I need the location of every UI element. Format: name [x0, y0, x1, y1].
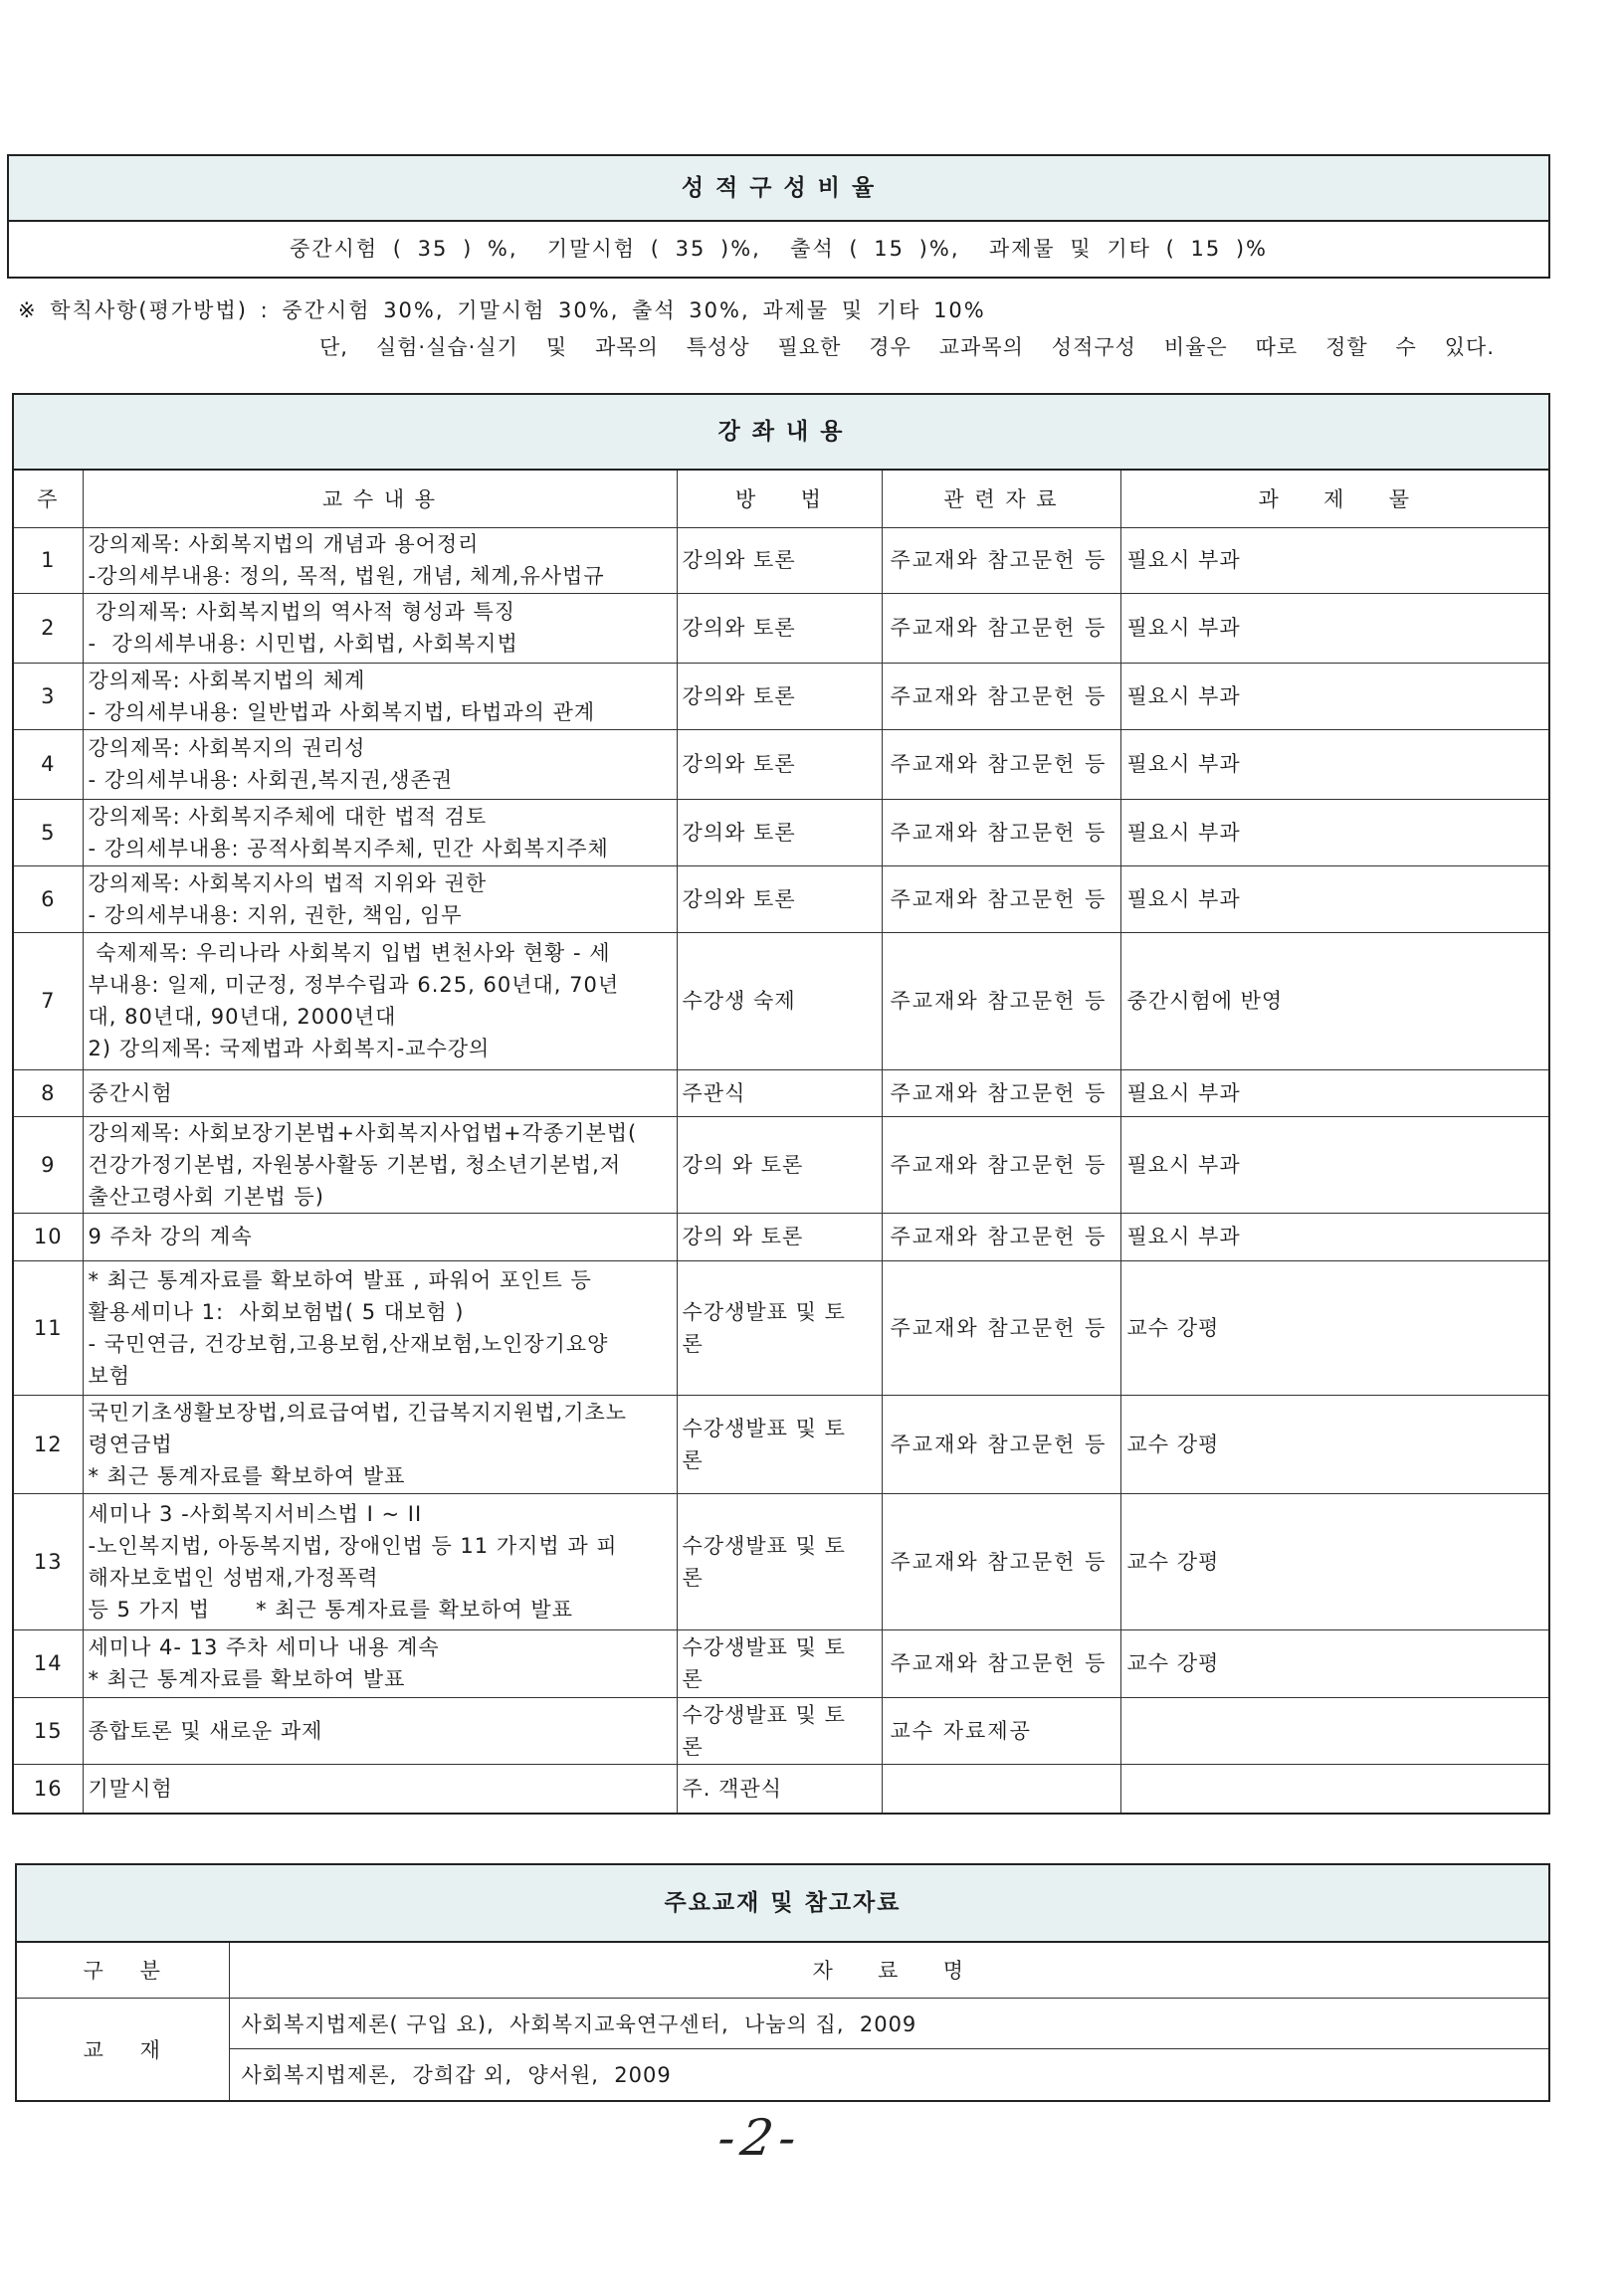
method-line: 강의와 토론: [682, 886, 796, 911]
materials-cell: [882, 663, 1120, 729]
week-text: 6: [41, 886, 56, 911]
content-line: 기말시험: [88, 1776, 173, 1801]
week-text: 10: [33, 1225, 63, 1248]
week-text: 12: [33, 1432, 63, 1456]
content-line: 9 주차 강의 계속: [88, 1225, 253, 1248]
method-cell: [677, 1629, 882, 1697]
content-line: - 국민연금, 건강보험,고용보험,산재보험,노인장기요양: [88, 1331, 609, 1356]
assignment-text: 필요시 부과: [1126, 1152, 1241, 1177]
content-line: 강의제목: 사회복지법의 역사적 형성과 특징: [88, 600, 516, 624]
week-text: 3: [41, 683, 56, 708]
lecture-content-section: [12, 393, 1550, 1815]
lecture-content-cell: [83, 1697, 677, 1764]
material-name-header: 자 료 명: [229, 1943, 1548, 1998]
content-line: * 최근 통계자료를 확보하여 발표: [88, 1463, 406, 1488]
lecture-row: [14, 1697, 1548, 1764]
week-number: [14, 1493, 83, 1629]
week-text: 1: [41, 548, 56, 572]
method-cell: [677, 799, 882, 865]
method-cell: [677, 1260, 882, 1395]
lecture-content-cell: [83, 1395, 677, 1493]
lecture-content-cell: [83, 1116, 677, 1213]
materials-text: 주교재와 참고문헌 등: [890, 548, 1108, 572]
lecture-content-cell: [83, 1764, 677, 1813]
assignment-text: 필요시 부과: [1126, 752, 1241, 776]
week-number: [14, 1395, 83, 1493]
lecture-content-cell: [83, 663, 677, 729]
week-number: [14, 799, 83, 865]
materials-text: 주교재와 참고문헌 등: [890, 1152, 1108, 1177]
content-line: 출산고령사회 기본법 등): [88, 1184, 324, 1209]
week-number: [14, 932, 83, 1069]
week-number: [14, 1697, 83, 1764]
week-text: 8: [41, 1080, 56, 1105]
textbooks-title: 주요교재 및 참고자료: [17, 1865, 1548, 1943]
assignment-cell: [1120, 729, 1548, 799]
lecture-row: [14, 1069, 1548, 1116]
materials-cell: [882, 527, 1120, 593]
week-header: 주: [14, 471, 83, 527]
content-line: 령연금법: [88, 1432, 173, 1456]
week-number: [14, 1260, 83, 1395]
content-line: * 최근 통계자료를 확보하여 발표: [88, 1667, 406, 1691]
textbooks-section: [15, 1863, 1550, 2102]
assignment-cell: [1120, 663, 1548, 729]
lecture-content-cell: [83, 799, 677, 865]
lecture-row: [14, 1629, 1548, 1697]
method-line: 주관식: [682, 1080, 746, 1105]
assignment-cell: [1120, 527, 1548, 593]
method-line: 수강생발표 및 토: [682, 1299, 846, 1324]
week-text: 11: [33, 1315, 63, 1340]
content-line: 국민기초생활보장법,의료급여법, 긴급복지지원법,기초노: [88, 1400, 628, 1425]
content-line: 해자보호법인 성범재,가정폭력: [88, 1565, 379, 1590]
materials-cell: [882, 1697, 1120, 1764]
assignment-text: 필요시 부과: [1126, 886, 1241, 911]
week-number: [14, 663, 83, 729]
materials-text: 주교재와 참고문헌 등: [890, 886, 1108, 911]
week-number: [14, 593, 83, 663]
week-text: 14: [33, 1651, 63, 1675]
materials-text: 주교재와 참고문헌 등: [890, 1225, 1108, 1248]
assignment-header: 과 제 물: [1120, 471, 1548, 527]
method-cell: [677, 1116, 882, 1213]
textbooks-header-row: [17, 1943, 1548, 1998]
assignment-text: 필요시 부과: [1126, 1225, 1241, 1248]
method-line: 론: [682, 1565, 704, 1590]
content-line: - 강의세부내용: 공적사회복지주체, 민간 사회복지주체: [88, 836, 609, 861]
textbook-item: 사회복지법제론( 구입 요), 사회복지교육연구센터, 나눔의 집, 2009: [229, 1998, 1548, 2048]
week-text: 2: [41, 616, 56, 640]
materials-cell: [882, 799, 1120, 865]
method-line: 수강생 숙제: [682, 989, 796, 1013]
week-text: 5: [41, 820, 56, 845]
materials-text: 주교재와 참고문헌 등: [890, 1315, 1108, 1340]
content-line: * 최근 통계자료를 확보하여 발표 , 파워어 포인트 등: [88, 1267, 592, 1292]
materials-cell: [882, 1116, 1120, 1213]
materials-text: 주교재와 참고문헌 등: [890, 752, 1108, 776]
lecture-table: [14, 471, 1548, 1813]
category-header: 구 분: [17, 1943, 229, 1998]
method-line: 강의와 토론: [682, 548, 796, 572]
lecture-content-cell: [83, 865, 677, 932]
method-cell: [677, 729, 882, 799]
lecture-row: [14, 1493, 1548, 1629]
materials-text: 주교재와 참고문헌 등: [890, 1432, 1108, 1456]
assignment-cell: [1120, 932, 1548, 1069]
lecture-content-cell: [83, 593, 677, 663]
method-cell: [677, 1697, 882, 1764]
materials-cell: [882, 1213, 1120, 1260]
week-number: [14, 1116, 83, 1213]
materials-cell: [882, 1764, 1120, 1813]
content-line: - 강의세부내용: 시민법, 사회법, 사회복지법: [88, 632, 518, 656]
assignment-text: 필요시 부과: [1126, 548, 1241, 572]
lecture-content-cell: [83, 932, 677, 1069]
assignment-cell: [1120, 865, 1548, 932]
method-cell: [677, 1213, 882, 1260]
content-line: 강의제목: 사회복지사의 법적 지위와 권한: [88, 870, 488, 895]
lecture-content-cell: [83, 729, 677, 799]
materials-text: 주교재와 참고문헌 등: [890, 989, 1108, 1013]
method-line: 론: [682, 1734, 704, 1759]
textbook-category: 교 재: [17, 1998, 229, 2100]
method-line: 수강생발표 및 토: [682, 1416, 846, 1440]
content-line: 2) 강의제목: 국제법과 사회복지-교수강의: [88, 1037, 491, 1060]
method-line: 주. 객관식: [682, 1776, 782, 1801]
lecture-content-cell: [83, 1629, 677, 1697]
content-line: 강의제목: 사회복지법의 체계: [88, 668, 366, 692]
content-line: - 강의세부내용: 사회권,복지권,생존권: [88, 768, 454, 792]
week-number: [14, 865, 83, 932]
materials-cell: [882, 1493, 1120, 1629]
method-header: 방 법: [677, 471, 882, 527]
materials-cell: [882, 1629, 1120, 1697]
content-line: 활용세미나 1: 사회보험법( 5 대보험 ): [88, 1299, 465, 1324]
lecture-row: [14, 729, 1548, 799]
method-cell: [677, 1493, 882, 1629]
materials-text: 주교재와 참고문헌 등: [890, 683, 1108, 708]
assignment-text: 교수 강평: [1126, 1432, 1220, 1456]
method-line: 강의와 토론: [682, 683, 796, 708]
assignment-cell: [1120, 1069, 1548, 1116]
method-cell: [677, 1764, 882, 1813]
lecture-row: [14, 593, 1548, 663]
method-line: 론: [682, 1667, 704, 1691]
content-line: 강의제목: 사회보장기본법+사회복지사업법+각종기본법(: [88, 1120, 638, 1145]
content-line: 세미나 4- 13 주차 세미나 내용 계속: [88, 1635, 440, 1659]
lecture-row: [14, 799, 1548, 865]
lecture-row: [14, 1213, 1548, 1260]
assignment-cell: [1120, 1697, 1548, 1764]
lecture-table-body: [14, 527, 1548, 1813]
assignment-cell: [1120, 593, 1548, 663]
lecture-content-title: 강 좌 내 용: [14, 395, 1548, 471]
content-line: 건강가정기본법, 자원봉사활동 기본법, 청소년기본법,저: [88, 1152, 622, 1177]
method-cell: [677, 865, 882, 932]
assignment-text: 교수 강평: [1126, 1549, 1220, 1574]
textbook-row: [17, 2048, 1548, 2100]
method-line: 강의와 토론: [682, 616, 796, 640]
materials-cell: [882, 1069, 1120, 1116]
content-line: 강의제목: 사회복지법의 개념과 용어정리: [88, 532, 480, 556]
week-number: [14, 527, 83, 593]
grade-ratio-title: 성 적 구 성 비 율: [9, 156, 1548, 222]
method-line: 강의와 토론: [682, 752, 796, 776]
textbook-row: [17, 1998, 1548, 2048]
assignment-text: 필요시 부과: [1126, 820, 1241, 845]
lecture-row: [14, 1764, 1548, 1813]
week-text: 15: [33, 1718, 63, 1743]
lecture-row: [14, 932, 1548, 1069]
assignment-cell: [1120, 1116, 1548, 1213]
materials-text: 주교재와 참고문헌 등: [890, 1080, 1108, 1105]
lecture-header-row: [14, 471, 1548, 527]
page-number: -2-: [713, 2109, 806, 2167]
lecture-content-cell: [83, 1213, 677, 1260]
assignment-cell: [1120, 1395, 1548, 1493]
lecture-content-cell: [83, 527, 677, 593]
method-line: 수강생발표 및 토: [682, 1533, 846, 1558]
method-line: 수강생발표 및 토: [682, 1702, 846, 1727]
materials-text: 주교재와 참고문헌 등: [890, 820, 1108, 845]
materials-header: 관 련 자 료: [882, 471, 1120, 527]
lecture-row: [14, 527, 1548, 593]
assignment-cell: [1120, 1260, 1548, 1395]
assignment-text: 필요시 부과: [1126, 683, 1241, 708]
content-line: 보험: [88, 1363, 131, 1388]
week-text: 13: [33, 1549, 63, 1574]
content-line: 숙제제목: 우리나라 사회복지 입법 변천사와 현황 - 세: [88, 941, 611, 965]
assignment-text: 중간시험에 반영: [1126, 989, 1284, 1013]
materials-text: 교수 자료제공: [890, 1718, 1032, 1743]
policy-note-line2: 단, 실험·실습·실기 및 과목의 특성상 필요한 경우 교과목의 성적구성 비율은 따로 정할 수 있다.: [319, 335, 1495, 359]
method-line: 론: [682, 1447, 704, 1472]
materials-text: 주교재와 참고문헌 등: [890, 1651, 1108, 1675]
content-line: 부내용: 일제, 미군정, 정부수립과 6.25, 60년대, 70년: [88, 973, 620, 997]
materials-cell: [882, 729, 1120, 799]
method-line: 강의 와 토론: [682, 1225, 804, 1248]
lecture-row: [14, 1260, 1548, 1395]
week-number: [14, 1764, 83, 1813]
method-cell: [677, 663, 882, 729]
materials-text: 주교재와 참고문헌 등: [890, 1549, 1108, 1574]
content-line: 등 5 가지 법 * 최근 통계자료를 확보하여 발표: [88, 1597, 574, 1622]
materials-cell: [882, 932, 1120, 1069]
content-line: 강의제목: 사회복지의 권리성: [88, 736, 366, 760]
lecture-content-cell: [83, 1069, 677, 1116]
assignment-cell: [1120, 1629, 1548, 1697]
week-number: [14, 1213, 83, 1260]
assignment-cell: [1120, 799, 1548, 865]
textbooks-table: [17, 1943, 1548, 2100]
week-text: 9: [41, 1152, 56, 1177]
assignment-text: 필요시 부과: [1126, 616, 1241, 640]
assignment-cell: [1120, 1493, 1548, 1629]
lecture-row: [14, 1116, 1548, 1213]
week-number: [14, 729, 83, 799]
week-text: 4: [41, 752, 56, 776]
method-line: 수강생발표 및 토: [682, 1635, 846, 1659]
assignment-text: 필요시 부과: [1126, 1080, 1241, 1105]
content-line: 종합토론 및 새로운 과제: [88, 1718, 323, 1743]
method-cell: [677, 1395, 882, 1493]
lecture-content-cell: [83, 1493, 677, 1629]
materials-cell: [882, 1260, 1120, 1395]
content-line: -노인복지법, 아동복지법, 장애인법 등 11 가지법 과 피: [88, 1533, 618, 1558]
lecture-row: [14, 865, 1548, 932]
content-line: 강의제목: 사회복지주체에 대한 법적 검토: [88, 804, 488, 829]
method-line: 론: [682, 1331, 704, 1356]
materials-text: 주교재와 참고문헌 등: [890, 616, 1108, 640]
assignment-text: 교수 강평: [1126, 1315, 1220, 1340]
materials-cell: [882, 593, 1120, 663]
method-line: 강의 와 토론: [682, 1152, 804, 1177]
method-cell: [677, 527, 882, 593]
content-header: 교 수 내 용: [83, 471, 677, 527]
content-line: -강의세부내용: 정의, 목적, 법원, 개념, 체계,유사법규: [88, 564, 605, 588]
content-line: - 강의세부내용: 지위, 권한, 책임, 임무: [88, 902, 463, 927]
textbook-item: 사회복지법제론, 강희갑 외, 양서원, 2009: [229, 2048, 1548, 2100]
materials-cell: [882, 1395, 1120, 1493]
week-text: 16: [33, 1776, 63, 1801]
policy-note-line1: ※ 학칙사항(평가방법) : 중간시험 30%, 기말시험 30%, 출석 30%, 과제물 및 기타 10%: [18, 298, 986, 322]
materials-cell: [882, 865, 1120, 932]
grade-ratio-section: [7, 154, 1550, 279]
grade-ratio-content: 중간시험 ( 35 ) %, 기말시험 ( 35 )%, 출석 ( 15 )%, 과제물 및 기타 ( 15 )%: [289, 237, 1269, 261]
week-number: [14, 1629, 83, 1697]
method-cell: [677, 932, 882, 1069]
week-text: 7: [41, 989, 56, 1013]
content-line: - 강의세부내용: 일반법과 사회복지법, 타법과의 관계: [88, 699, 596, 724]
method-cell: [677, 1069, 882, 1116]
lecture-row: [14, 663, 1548, 729]
method-cell: [677, 593, 882, 663]
lecture-content-cell: [83, 1260, 677, 1395]
content-line: 대, 80년대, 90년대, 2000년대: [88, 1005, 397, 1029]
method-line: 강의와 토론: [682, 820, 796, 845]
assignment-cell: [1120, 1764, 1548, 1813]
assignment-text: 교수 강평: [1126, 1651, 1220, 1675]
week-number: [14, 1069, 83, 1116]
lecture-row: [14, 1395, 1548, 1493]
content-line: 중간시험: [88, 1080, 173, 1105]
assignment-cell: [1120, 1213, 1548, 1260]
content-line: 세미나 3 -사회복지서비스법 I ~ II: [88, 1501, 423, 1526]
